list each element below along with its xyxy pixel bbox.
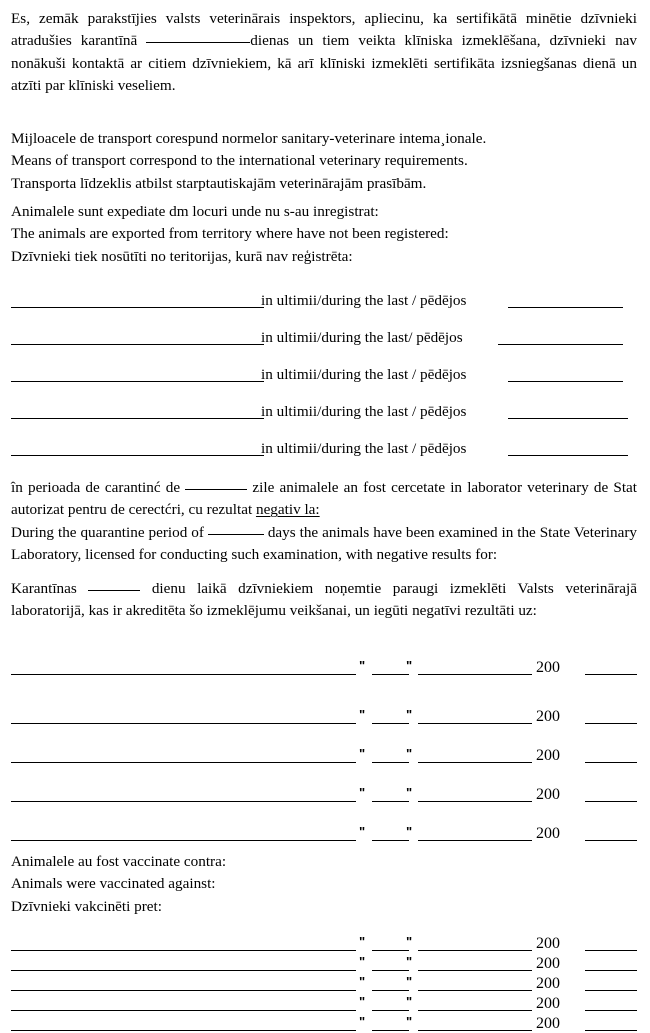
lab-year-prefix: 200 [536, 659, 560, 676]
close-quote-mark: " [406, 1014, 412, 1029]
vaccine-year-blank[interactable] [585, 1030, 637, 1031]
lab-day-blank[interactable] [372, 674, 409, 675]
lab-year-prefix: 200 [536, 747, 560, 764]
territory-row [0, 322, 650, 346]
laboratory-en-part1: During the quarantine period of [11, 524, 204, 541]
laboratory-lv-days-blank[interactable] [88, 578, 140, 591]
territory-row [0, 359, 650, 383]
open-quote-mark: " [359, 1014, 365, 1029]
paragraph-laboratory-lv [11, 578, 637, 623]
territory-period-blank[interactable] [508, 418, 628, 419]
vaccination-line-ro: Animalele au fost vaccinate contra: [11, 853, 227, 870]
paragraph-vaccination [11, 851, 637, 918]
vaccine-year-prefix: 200 [536, 955, 560, 972]
vaccination-line-en: Animals were vaccinated against: [11, 875, 216, 893]
transport-line-lv: Transporta līdzeklis atbilst starptautiskajām veterinārajām prasībām. [11, 174, 427, 192]
lab-day-blank[interactable] [372, 801, 409, 802]
lab-month-blank[interactable] [418, 723, 532, 724]
territory-disease-blank[interactable] [11, 307, 264, 308]
quarantine-declaration-after-blank: dienas un tiem veikta klīniska izmeklēšana, dzīvnieki nav nonākuši kontaktā ar citiem dzīvniekiem, kā arī klīniski izmeklēti sertifikāta izsniegšanas dienā un atzīti par klīniski veseliem. [11, 32, 637, 95]
laboratory-ro-days-blank[interactable] [185, 477, 247, 490]
paragraph-origin [11, 201, 637, 268]
lab-day-blank[interactable] [372, 723, 409, 724]
lab-test-name-blank[interactable] [11, 801, 356, 802]
quarantine-declaration-before-blank: Es, zemāk parakstījies valsts veterinārais inspektors, apliecinu, ka sertifikātā minētie dzīvnieki atradušies karantīnā [11, 10, 637, 50]
laboratory-ro-part2: zile animalele an fost cercetate in laborator veterinary de Stat autorizat pentru de cerectćri, cu rezultat [11, 479, 638, 519]
vaccine-month-blank[interactable] [418, 1030, 532, 1031]
lab-month-blank[interactable] [418, 840, 532, 841]
origin-line-en: The animals are exported from territory where have not been registered: [11, 225, 449, 243]
laboratory-lv-part2: dienu laikā dzīvniekiem noņemtie paraugi izmeklēti Valsts veterinārajā laboratorijā, kas ir akreditēta šo izmeklējumu veikšanai, un iegūti negatīvi rezultāti uz: [11, 580, 637, 620]
vaccination-date-row [0, 971, 650, 993]
close-quote-mark: " [406, 746, 412, 761]
lab-day-blank[interactable] [372, 840, 409, 841]
lab-year-prefix: 200 [536, 786, 560, 803]
lab-year-blank[interactable] [585, 674, 637, 675]
lab-date-row [0, 782, 650, 804]
paragraph-laboratory-ro [11, 477, 637, 522]
lab-date-row [0, 821, 650, 843]
lab-test-name-blank[interactable] [11, 840, 356, 841]
territory-row [0, 433, 650, 457]
close-quote-mark: " [406, 994, 412, 1009]
lab-date-row [0, 704, 650, 726]
origin-line-ro: Animalele sunt expediate dm locuri unde nu s-au inregistrat: [11, 203, 379, 220]
laboratory-text-en [11, 522, 637, 567]
lab-year-blank[interactable] [585, 840, 637, 841]
lab-test-name-blank[interactable] [11, 723, 356, 724]
vaccine-year-prefix: 200 [536, 995, 560, 1012]
close-quote-mark: " [406, 785, 412, 800]
open-quote-mark: " [359, 994, 365, 1009]
lab-month-blank[interactable] [418, 801, 532, 802]
laboratory-text-ro [11, 477, 637, 522]
close-quote-mark: " [406, 934, 412, 949]
close-quote-mark: " [406, 824, 412, 839]
open-quote-mark: " [359, 934, 365, 949]
quarantine-declaration-text [11, 8, 637, 98]
lab-year-blank[interactable] [585, 723, 637, 724]
transport-line-en: Means of transport correspond to the international veterinary requirements. [11, 152, 468, 170]
open-quote-mark: " [359, 824, 365, 839]
territory-disease-blank[interactable] [11, 381, 264, 382]
territory-row-label: in ultimii/during the last/ pēdējos [261, 329, 463, 346]
lab-test-name-blank[interactable] [11, 762, 356, 763]
lab-year-prefix: 200 [536, 825, 560, 842]
quarantine-days-blank[interactable] [146, 30, 250, 43]
territory-row-label: in ultimii/during the last / pēdējos [261, 292, 467, 309]
laboratory-lv-part1: Karantīnas [11, 580, 77, 597]
territory-row-label: in ultimii/during the last / pēdējos [261, 440, 467, 457]
open-quote-mark: " [359, 974, 365, 989]
open-quote-mark: " [359, 746, 365, 761]
territory-row-label: in ultimii/during the last / pēdējos [261, 366, 467, 383]
lab-day-blank[interactable] [372, 762, 409, 763]
close-quote-mark: " [406, 954, 412, 969]
paragraph-quarantine-declaration [11, 8, 637, 98]
laboratory-ro-part1: în perioada de carantinć de [11, 479, 181, 496]
lab-year-prefix: 200 [536, 708, 560, 725]
territory-row-label: in ultimii/during the last / pēdējos [261, 403, 467, 420]
territory-period-blank[interactable] [508, 455, 628, 456]
close-quote-mark: " [406, 974, 412, 989]
lab-date-row [0, 655, 650, 677]
vaccine-year-prefix: 200 [536, 935, 560, 952]
vaccination-line-lv: Dzīvnieki vakcinēti pret: [11, 897, 162, 915]
lab-month-blank[interactable] [418, 762, 532, 763]
territory-disease-blank[interactable] [11, 418, 264, 419]
territory-disease-blank[interactable] [11, 455, 264, 456]
vaccine-year-prefix: 200 [536, 1015, 560, 1032]
open-quote-mark: " [359, 658, 365, 673]
territory-period-blank[interactable] [508, 381, 623, 382]
lab-test-name-blank[interactable] [11, 674, 356, 675]
close-quote-mark: " [406, 658, 412, 673]
laboratory-en-days-blank[interactable] [208, 522, 264, 535]
territory-period-blank[interactable] [498, 344, 623, 345]
vaccination-date-row [0, 951, 650, 973]
vaccine-year-prefix: 200 [536, 975, 560, 992]
transport-line-ro: Mijloacele de transport corespund normelor sanitary-veterinare intema¸ionale. [11, 130, 487, 147]
lab-date-row [0, 743, 650, 765]
lab-year-blank[interactable] [585, 762, 637, 763]
open-quote-mark: " [359, 954, 365, 969]
laboratory-ro-negative-result: negativ la: [255, 501, 320, 519]
territory-disease-blank[interactable] [11, 344, 264, 345]
open-quote-mark: " [359, 785, 365, 800]
vaccine-day-blank[interactable] [372, 1030, 409, 1031]
lab-month-blank[interactable] [418, 674, 532, 675]
territory-row [0, 285, 650, 309]
territory-period-blank[interactable] [508, 307, 623, 308]
laboratory-en-part2: days the animals have been examined in the State Veterinary Laboratory, licensed for conducting such examination, with negative results for: [11, 524, 638, 564]
vaccine-name-blank[interactable] [11, 1030, 356, 1031]
paragraph-transport [11, 128, 637, 195]
vaccination-date-row [0, 931, 650, 953]
vaccination-date-row [0, 1011, 650, 1033]
origin-line-lv: Dzīvnieki tiek nosūtīti no teritorijas, kurā nav reģistrēta: [11, 247, 353, 265]
lab-year-blank[interactable] [585, 801, 637, 802]
open-quote-mark: " [359, 707, 365, 722]
close-quote-mark: " [406, 707, 412, 722]
laboratory-text-lv [11, 578, 637, 623]
vaccination-date-row [0, 991, 650, 1013]
territory-row [0, 396, 650, 420]
paragraph-laboratory-en [11, 522, 637, 567]
